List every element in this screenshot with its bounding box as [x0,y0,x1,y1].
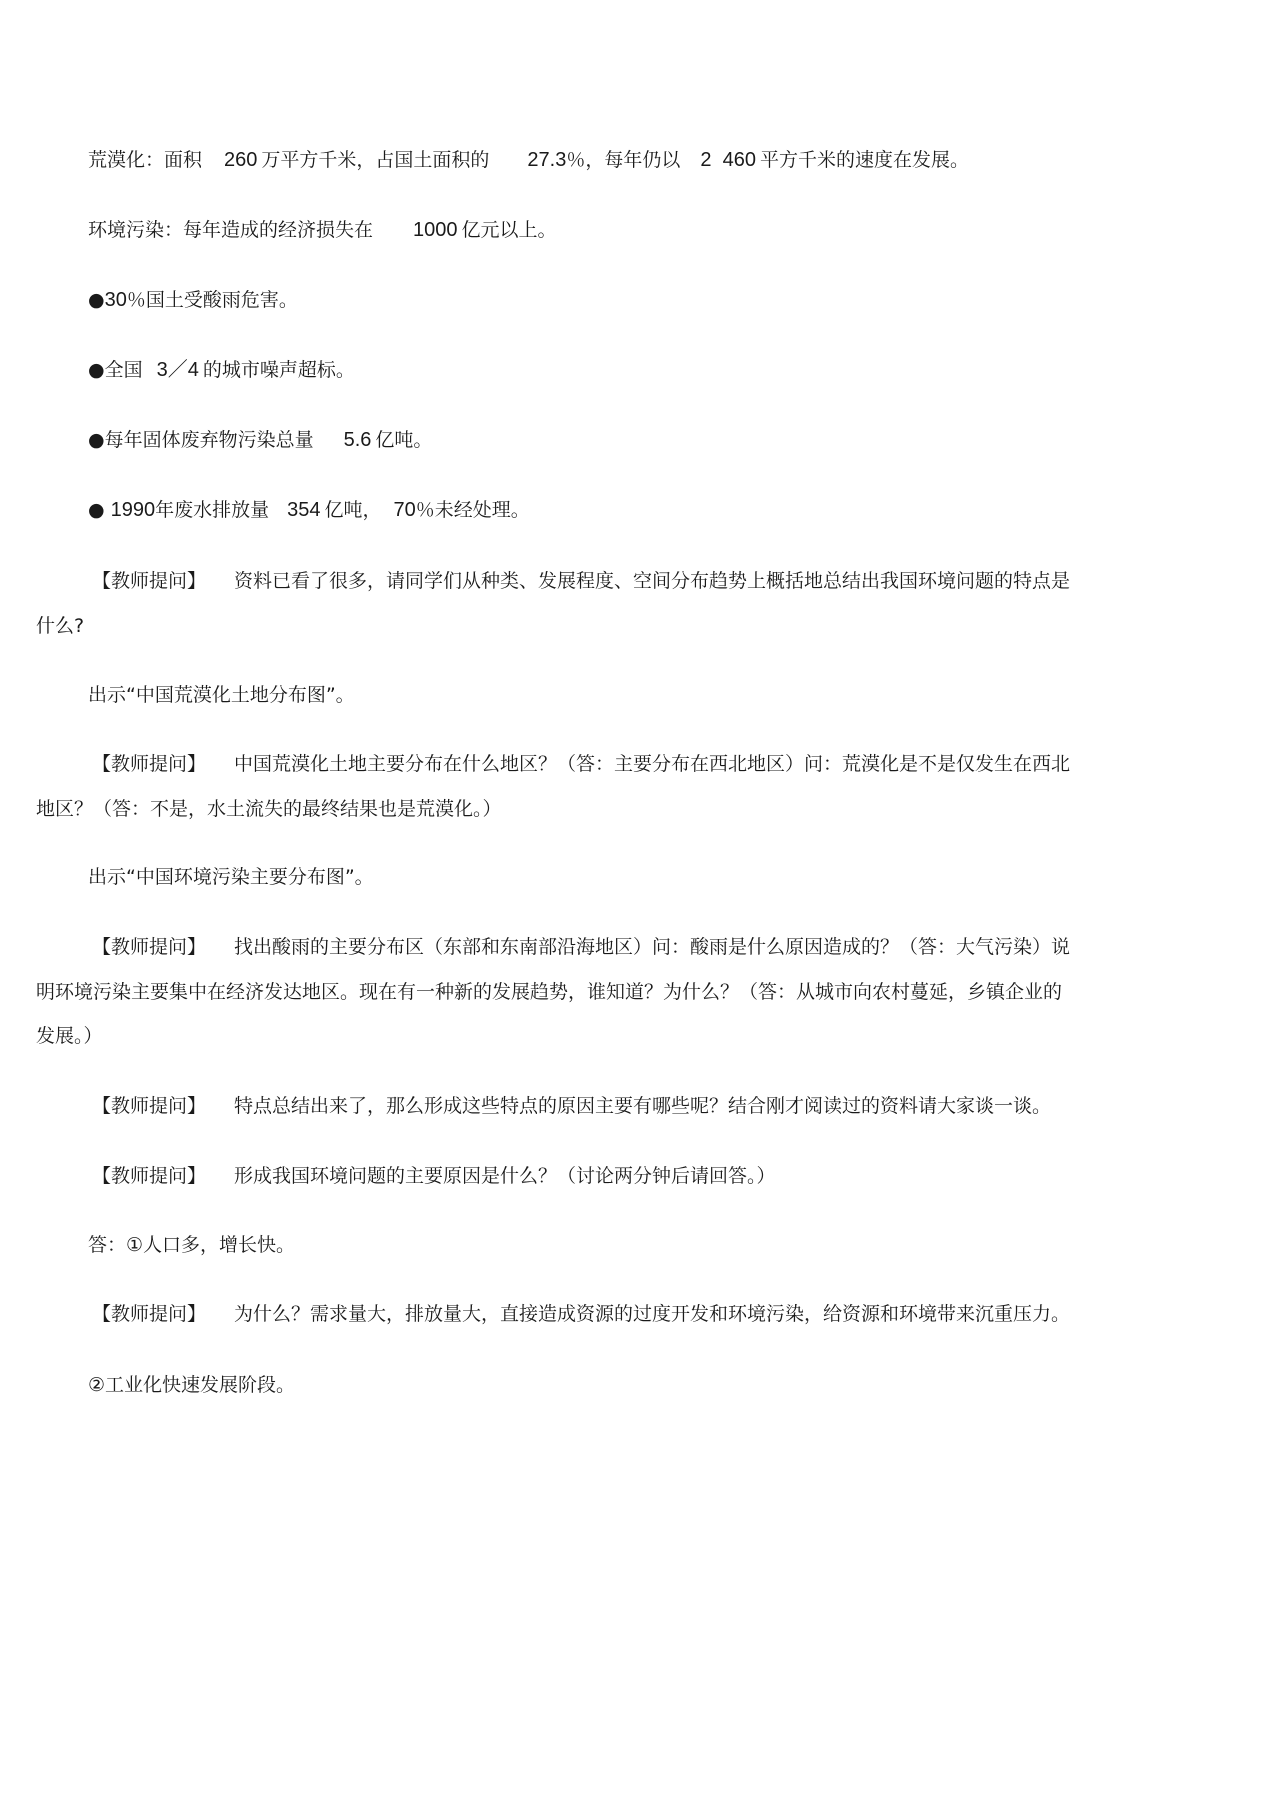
waste-water-bullet: ● 1990年废水排放量 354 亿吨， 70％未经处理。 [88,499,530,521]
answer-1: 答：①人口多，增长快。 [88,1234,296,1256]
teacher-question-2: 【教师提问】 中国荒漠化土地主要分布在什么地区？（答：主要分布在西北地区）问：荒漠化是不是仅发生在西北 [92,753,1071,775]
teacher-question-tag: 【教师提问】 [92,1165,207,1187]
bullet-icon: ● [88,289,105,311]
teacher-question-tag: 【教师提问】 [92,1303,207,1325]
bullet-icon: ● [88,359,105,381]
show-desert-map-line: 出示“中国荒漠化土地分布图”。 [88,684,355,706]
teacher-question-2-continued: 地区？（答：不是，水土流失的最终结果也是荒漠化。） [36,798,502,820]
acid-rain-bullet: ●30％国土受酸雨危害。 [88,289,298,311]
noise-bullet: ●全国 3／4 的城市噪声超标。 [88,359,355,381]
teacher-question-3-continued: 明环境污染主要集中在经济发达地区。现在有一种新的发展趋势，谁知道？为什么？（答：从城市向农村蔓延，乡镇企业的 [36,981,1063,1003]
answer-2: ②工业化快速发展阶段。 [88,1374,296,1396]
teacher-question-5: 【教师提问】 形成我国环境问题的主要原因是什么？（讨论两分钟后请回答。） [92,1165,776,1187]
teacher-question-tag: 【教师提问】 [92,1095,207,1117]
teacher-question-tag: 【教师提问】 [92,753,207,775]
pollution-loss-line: 环境污染：每年造成的经济损失在 1000 亿元以上。 [88,219,557,241]
teacher-question-tag: 【教师提问】 [92,936,207,958]
teacher-question-3-continued-2: 发展。） [36,1025,103,1047]
teacher-question-1-continued: 什么? [36,615,85,637]
teacher-question-6: 【教师提问】 为什么？需求量大，排放量大，直接造成资源的过度开发和环境污染，给资源和环境带来沉重压力。 [92,1303,1071,1325]
desertification-line: 荒漠化：面积 260 万平方千米，占国土面积的 27.3％，每年仍以 2 460 平方千米的速度在发展。 [88,149,969,171]
teacher-question-4: 【教师提问】 特点总结出来了，那么形成这些特点的原因主要有哪些呢？结合刚才阅读过的资料请大家谈一谈。 [92,1095,1052,1117]
teacher-question-3: 【教师提问】 找出酸雨的主要分布区（东部和东南部沿海地区）问：酸雨是什么原因造成的？（答：大气污染）说 [92,936,1071,958]
show-pollution-map-line: 出示“中国环境污染主要分布图”。 [88,866,374,888]
teacher-question-1: 【教师提问】 资料已看了很多，请同学们从种类、发展程度、空间分布趋势上概括地总结出我国环境问题的特点是 [92,570,1071,592]
solid-waste-bullet: ●每年固体废弃物污染总量 5.6 亿吨。 [88,429,433,451]
bullet-icon: ● [88,499,105,521]
teacher-question-tag: 【教师提问】 [92,570,207,592]
bullet-icon: ● [88,429,105,451]
